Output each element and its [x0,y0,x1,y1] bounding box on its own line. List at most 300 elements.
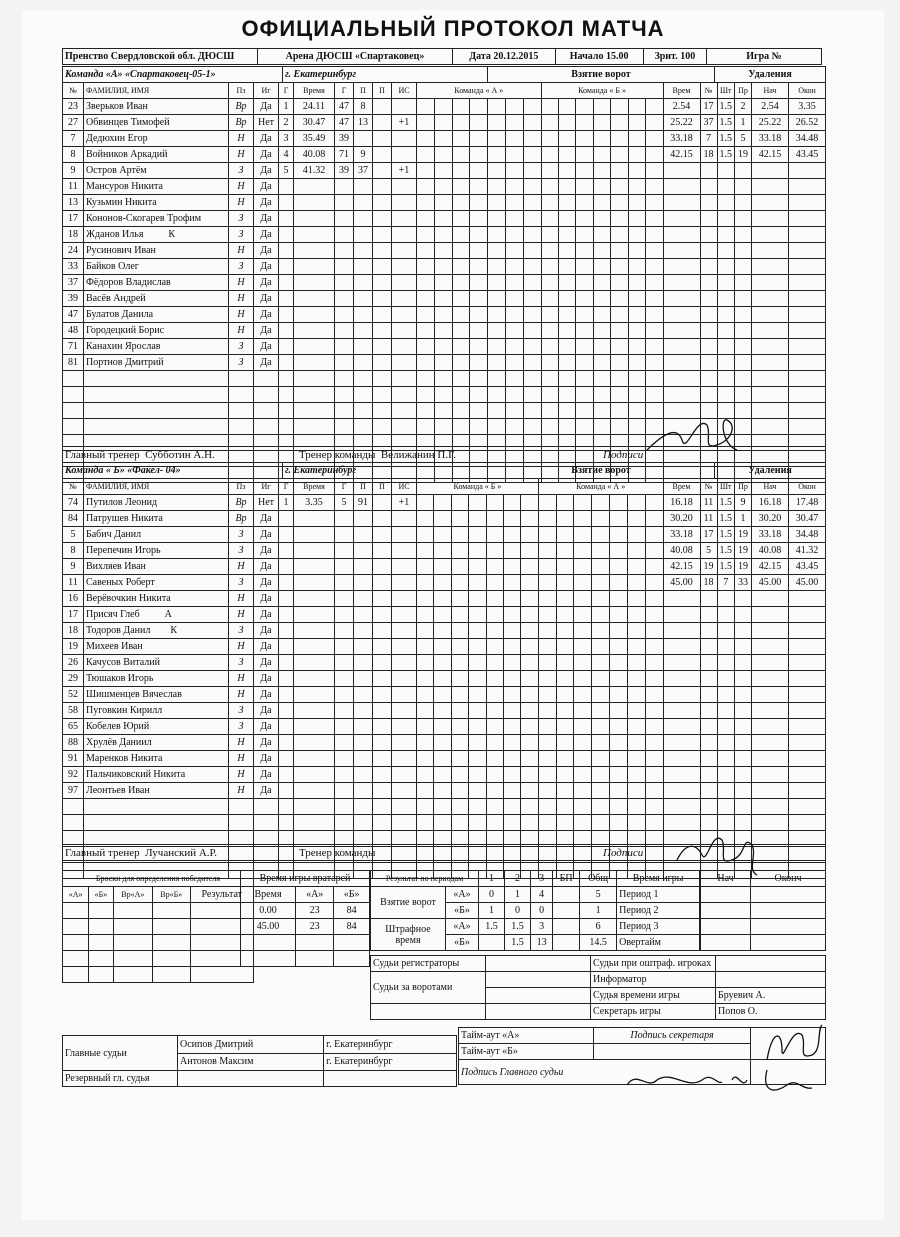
goal-grid-cell [538,511,556,527]
penalty-reason [735,687,752,703]
goal-assist [354,419,373,435]
goal-grid-cell [417,291,435,307]
goal-grid-cell [628,275,645,291]
goal-grid-cell [505,179,523,195]
penalty-start: 16.18 [752,495,789,511]
player-played: Да [254,543,279,559]
goal-grid-cell [541,115,558,131]
goal-assist2 [373,179,392,195]
goal-grid-cell [417,767,434,783]
goal-assist2 [373,767,392,783]
team_a-coaches [62,446,826,463]
goal-grid-cell [576,211,593,227]
player-name: Шишменцев Вячеслав [84,687,229,703]
player-name: Войников Аркадий [84,147,229,163]
pim-b-p1 [479,935,505,951]
penalty-end: 26.52 [789,115,826,131]
penalty-minutes [717,387,735,403]
goal-grid-cell [469,815,486,831]
goal-grid-cell [417,131,435,147]
table-row [63,543,826,559]
player-name: Хрулёв Даниил [84,735,229,751]
goal-grid-cell [417,655,434,671]
goal-grid-cell [523,179,541,195]
goal-time [294,195,335,211]
goal-grid-cell [417,163,435,179]
goal-grid-cell [469,655,486,671]
goal-situation [392,687,417,703]
goal-grid-cell [558,291,575,307]
goal-grid-cell [452,387,470,403]
player-played: Нет [254,115,279,131]
penalty-time [663,323,700,339]
goal-number [279,767,294,783]
goal-grid-cell [593,131,610,147]
player-number: 18 [63,623,84,639]
goal-grid-cell [645,591,663,607]
goal-grid-cell [646,147,663,163]
col-play: Иг [254,479,279,495]
goal-time [294,719,335,735]
goal-grid-cell [523,227,541,243]
goal-number: 1 [279,99,294,115]
player-position: З [229,163,254,179]
goal-grid-cell [593,291,610,307]
goal-grid-cell [486,623,503,639]
player-position [229,815,254,831]
col-num: № [63,83,84,99]
secretary-label: Секретарь игры [591,1004,716,1020]
penalty-minutes [717,687,735,703]
penalty-start [752,163,789,179]
goal-judges-label: Судьи за воротами [371,972,486,1004]
player-position: Н [229,323,254,339]
penalty-start [752,323,789,339]
goal-grid-cell [645,511,663,527]
spectators: Зрит. 100 [643,49,706,65]
protocol-sheet [22,10,884,1220]
goal-grid-cell [574,639,592,655]
goal-time [294,227,335,243]
goal-grid-cell [417,115,435,131]
table-row [63,243,826,259]
goal-grid-cell [611,419,628,435]
goal-assist: 8 [354,99,373,115]
goal-number: 4 [279,147,294,163]
goal-number [279,511,294,527]
player-position: З [229,211,254,227]
penalty-time: 40.08 [663,543,700,559]
goal-grid-cell [417,99,435,115]
penalty-end [789,767,826,783]
penalty-reason: 19 [735,543,752,559]
goal-assist [354,339,373,355]
penalty-end [789,291,826,307]
goal-grid-cell [469,735,486,751]
goal-situation [392,179,417,195]
penalty-reason [735,639,752,655]
goal-grid-cell [593,419,610,435]
player-position: Н [229,307,254,323]
goal-grid-cell [504,751,521,767]
penalty-player [700,751,717,767]
goal-time: 40.08 [294,147,335,163]
goal-assist2 [373,591,392,607]
penalty-minutes [717,211,735,227]
goal-grid-cell [610,591,628,607]
goal-grid-cell [434,751,451,767]
player-played: Да [254,591,279,607]
goal-assist2 [373,227,392,243]
goal-grid-cell [434,227,452,243]
goal-grid-cell [451,687,468,703]
player-position: З [229,543,254,559]
goal-grid-cell [505,259,523,275]
goal-assist: 9 [354,147,373,163]
goal-grid-cell [556,751,574,767]
goal-grid-cell [417,639,434,655]
goal-grid-cell [469,575,486,591]
penalty-reason: 2 [735,99,752,115]
goal-grid-cell [488,147,506,163]
goal-situation [392,751,417,767]
goal-grid-cell [558,403,575,419]
goal-grid-cell [504,607,521,623]
player-position: Н [229,591,254,607]
goal-grid-cell [593,115,610,131]
penalty-reason [735,259,752,275]
table-row [63,655,826,671]
goal-number [279,227,294,243]
col-goal-time: Время [294,479,335,495]
player-name: Качусов Виталий [84,655,229,671]
penalty-start [752,591,789,607]
goal-grid-cell [610,511,628,527]
player-played: Да [254,179,279,195]
goal-grid-cell [541,403,558,419]
goal-assist [354,607,373,623]
goal-grid-cell [538,815,556,831]
penalty-time [663,275,700,291]
goal-grid-cell [488,371,506,387]
penalty-end [789,227,826,243]
penalty-player [700,355,717,371]
penalty-minutes [717,703,735,719]
col-pen-end: Окон [789,479,826,495]
player-number: 65 [63,719,84,735]
penalty-reason [735,387,752,403]
goal-scorer [335,243,354,259]
player-number: 19 [63,639,84,655]
penalty-end [789,323,826,339]
goal-grid-cell [538,767,556,783]
goal-grid-cell [574,671,592,687]
pim-a-team: «А» [446,919,479,935]
ref2-name: Антонов Максим [178,1053,324,1071]
goal-grid-cell [627,639,645,655]
goal-scorer [335,291,354,307]
goal-number [279,751,294,767]
goal-grid-cell [646,211,663,227]
period-label: Период 3 [617,919,700,935]
goal-grid-cell [576,115,593,131]
goal-grid-cell [592,655,610,671]
goal-grid-cell [627,575,645,591]
goal-assist2 [373,671,392,687]
goal-assist [354,387,373,403]
period-1-col: 1 [479,871,505,887]
goal-situation [392,591,417,607]
player-played: Да [254,703,279,719]
goal-grid-cell [504,495,521,511]
goal-scorer [335,639,354,655]
goal-assist [354,243,373,259]
goal-time: 3.35 [294,495,335,511]
goal-assist2 [373,291,392,307]
goal-grid-cell [434,307,452,323]
player-played: Да [254,227,279,243]
table-row [63,259,826,275]
player-number: 18 [63,227,84,243]
col-goal-num: Г [279,83,294,99]
goal-grid-cell [417,751,434,767]
penalty-end [789,783,826,799]
goal-grid-cell [452,115,470,131]
goal-grid-cell [576,131,593,147]
goal-grid-cell [592,815,610,831]
player-name: Байков Олег [84,259,229,275]
goal-grid-cell [592,559,610,575]
goal-grid-cell [417,227,435,243]
player-number: 92 [63,767,84,783]
penalty-minutes [717,767,735,783]
goal-grid-cell [628,147,645,163]
reserve-ref-label: Резервный гл. судья [63,1071,178,1087]
col-goal-num: Г [279,479,294,495]
player-played: Да [254,575,279,591]
match-header [62,48,822,65]
goal-grid-cell [505,403,523,419]
player-number: 8 [63,543,84,559]
player-name: Тодоров Данил К [84,623,229,639]
goal-grid-cell [469,495,486,511]
goal-grid-cell [538,623,556,639]
player-number: 11 [63,179,84,195]
goal-grid-cell [470,323,488,339]
goal-assist2 [373,687,392,703]
goal-grid-cell [593,99,610,115]
goal-assist [354,623,373,639]
goal-grid-cell [470,163,488,179]
penalty-start [752,291,789,307]
penalty-time [663,671,700,687]
goal-situation [392,371,417,387]
penalty-player: 19 [700,559,717,575]
goal-situation [392,639,417,655]
table-row [63,703,826,719]
goal-situation [392,147,417,163]
goal-grid-cell [576,339,593,355]
goal-grid-cell [434,687,451,703]
goal-grid-cell [558,99,575,115]
goal-grid-cell [645,527,663,543]
player-position: Н [229,559,254,575]
goal-grid-cell [523,99,541,115]
goal-grid-cell [486,703,503,719]
penalty-reason: 19 [735,527,752,543]
goals-b-p1: 1 [479,903,505,919]
penalty-time [663,355,700,371]
player-position: З [229,259,254,275]
gk-a: 23 [296,919,334,935]
goal-grid-cell [611,387,628,403]
goal-grid-cell [627,671,645,687]
goal-grid-cell [592,639,610,655]
goal-assist: 37 [354,163,373,179]
goal-grid-cell [504,623,521,639]
goal-time [294,339,335,355]
goal-grid-cell [434,527,451,543]
penalty-reason [735,163,752,179]
penalty-end [789,371,826,387]
penalty-player [700,639,717,655]
goal-grid-cell [521,671,538,687]
penalty-player: 11 [700,495,717,511]
table-row [63,291,826,307]
player-name: Жданов Илья К [84,227,229,243]
col-is: ИС [392,479,417,495]
goal-scorer [335,655,354,671]
penalty-time [663,623,700,639]
goal-grid-cell [556,799,574,815]
goal-grid-cell [541,195,558,211]
goal-grid-cell [541,419,558,435]
col-assist1: П [354,83,373,99]
player-played: Да [254,639,279,655]
goal-grid-cell [417,307,435,323]
goal-grid-cell [610,639,628,655]
player-name: Кузьмин Никита [84,195,229,211]
timeout-b: Тайм-аут «Б» [459,1044,594,1060]
goal-grid-cell [505,355,523,371]
col-pen-reason: Пр [735,83,752,99]
goal-assist2 [373,815,392,831]
goal-number: 5 [279,163,294,179]
goals-a-p1: 0 [479,887,505,903]
goal-grid-cell [470,387,488,403]
goal-assist2 [373,527,392,543]
goal-grid-cell [434,275,452,291]
goal-number [279,655,294,671]
penalty-reason [735,211,752,227]
goal-grid-cell [541,323,558,339]
col-is: ИС [392,83,417,99]
goal-grid-cell [488,307,506,323]
penalty-time [663,639,700,655]
player-number [63,387,84,403]
penalty-reason [735,323,752,339]
team_b-roster-table [62,478,826,879]
team_a-title-row [62,66,826,83]
goal-grid-cell [417,323,435,339]
penalty-minutes [717,799,735,815]
goal-scorer [335,799,354,815]
player-number: 52 [63,687,84,703]
table-row [63,115,826,131]
goal-time [294,767,335,783]
goal-grid-cell [523,371,541,387]
penalty-time: 45.00 [663,575,700,591]
player-position: З [229,227,254,243]
goal-grid-cell [556,783,574,799]
goal-grid-cell [541,227,558,243]
goal-grid-cell [521,623,538,639]
goal-grid-cell [576,179,593,195]
player-played: Да [254,687,279,703]
player-number: 88 [63,735,84,751]
goal-grid-cell [576,371,593,387]
table-row [63,99,826,115]
penalty-time [663,607,700,623]
goal-grid-cell [593,275,610,291]
penalty-minutes [717,339,735,355]
goal-grid-cell [486,671,503,687]
goal-situation: +1 [392,163,417,179]
goal-grid-cell [645,559,663,575]
penalty-player [700,163,717,179]
col-assist2: П [373,83,392,99]
goal-grid-cell [611,131,628,147]
goal-situation [392,323,417,339]
goal-assist [354,195,373,211]
player-number: 29 [63,671,84,687]
penalty-start [752,243,789,259]
goal-grid-cell [488,179,506,195]
goal-grid-cell [645,799,663,815]
col-pos: Пз [229,479,254,495]
goal-grid-cell [452,291,470,307]
player-position: Н [229,735,254,751]
penalty-reason: 19 [735,147,752,163]
goal-grid-cell [488,243,506,259]
col-scorer: Г [335,83,354,99]
goal-assist2 [373,387,392,403]
player-number: 84 [63,511,84,527]
penalty-minutes: 1.5 [717,115,735,131]
shootout-col-vra: Вр«А» [113,887,152,903]
goal-grid-cell [523,259,541,275]
goal-time [294,639,335,655]
goal-grid-cell [611,371,628,387]
goal-time [294,559,335,575]
col-assist2: П [373,479,392,495]
penalty-end [789,591,826,607]
goals-a-p2: 1 [505,887,531,903]
goal-grid-cell [452,339,470,355]
goal-assist2 [373,371,392,387]
goal-grid-cell [504,543,521,559]
player-played: Да [254,751,279,767]
ref2-city: г. Екатеринбург [324,1053,457,1071]
goal-grid-cell [434,323,452,339]
goal-grid-cell [610,543,628,559]
goal-assist2 [373,115,392,131]
goal-assist [354,799,373,815]
goal-grid-cell [611,195,628,211]
penalty-minutes: 1.5 [717,495,735,511]
team_a-city: г. Екатеринбург [283,67,488,83]
goal-grid-cell [592,591,610,607]
